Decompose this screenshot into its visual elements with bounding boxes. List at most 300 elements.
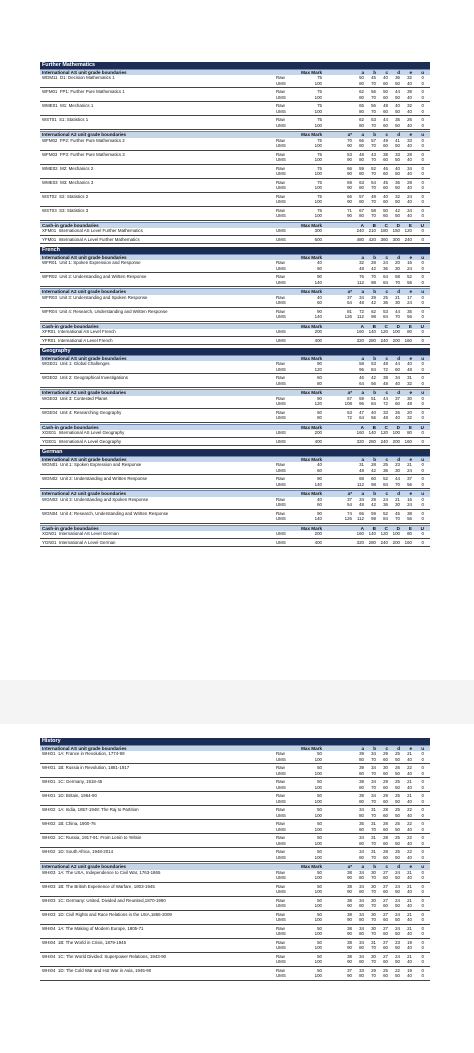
max-mark: 80	[317, 380, 322, 386]
grade-boundary-value: 48	[407, 366, 412, 372]
grade-boundary-value: 40	[395, 415, 400, 420]
grade-boundary-value: 48	[359, 300, 364, 305]
grade-boundary-value: 17	[407, 294, 412, 300]
grade-boundary-value: 25	[395, 821, 400, 826]
grade-boundary-value: 23	[395, 462, 400, 467]
grade-boundary-value: 48	[383, 380, 388, 386]
grade-boundary-value: 0	[421, 300, 424, 305]
grade-boundary-value: 69	[347, 179, 352, 185]
unit-block	[40, 898, 430, 911]
grade-boundary-value: 98	[371, 516, 376, 521]
section-title: International AS unit grade boundaries	[42, 355, 127, 361]
grade-boundary-value: 0	[421, 185, 424, 190]
grade-boundary-value: 80	[359, 875, 364, 880]
grade-boundary-value: 34	[359, 925, 364, 931]
grade-boundary-value: 70	[371, 756, 376, 762]
max-mark-header: Max Mark	[301, 132, 322, 137]
grade-header: B	[372, 424, 376, 430]
table-row	[40, 171, 430, 177]
grade-boundary-value: 60	[383, 185, 388, 190]
grade-boundary-value: 60	[383, 143, 388, 148]
section-title: International A2 unit grade boundaries	[42, 491, 127, 496]
grade-boundary-value: 0	[421, 415, 424, 420]
grade-header: c	[385, 69, 388, 75]
grade-boundary-value: 22	[395, 967, 400, 973]
grade-boundary-value: 0	[421, 117, 424, 122]
grade-header: B	[372, 323, 376, 329]
unit-code: WFM02	[42, 137, 58, 143]
max-mark-header: Max Mark	[301, 222, 322, 228]
unit-block	[40, 194, 430, 207]
grade-boundary-value: 80	[359, 80, 364, 86]
max-mark: 100	[314, 171, 322, 176]
grade-boundary-value: 70	[371, 80, 376, 86]
grade-boundary-value: 37	[347, 496, 352, 502]
max-mark: 100	[314, 826, 322, 832]
unit-code: WGE01	[42, 361, 58, 366]
table-row	[40, 931, 430, 937]
grade-boundary-value: 62	[359, 89, 364, 94]
grade-boundary-value: 60	[383, 171, 388, 176]
grade-boundary-value: 30	[371, 883, 376, 889]
grade-header: E	[408, 323, 412, 329]
grade-boundary-value: 21	[407, 462, 412, 467]
table-row	[40, 531, 430, 537]
grade-boundary-value: 140	[368, 329, 376, 334]
unit-name: International A Level French	[58, 337, 113, 343]
grade-boundary-value: 25	[383, 967, 388, 973]
unit-block	[40, 462, 430, 475]
grade-header: a	[361, 69, 364, 75]
grade-boundary-value: 52	[383, 476, 388, 481]
mark-type: UMS	[276, 812, 286, 818]
max-mark: 75	[317, 89, 322, 94]
grade-boundary-value: 126	[344, 516, 352, 521]
unit-block	[40, 926, 430, 939]
grade-boundary-value: 60	[383, 798, 388, 804]
max-mark: 140	[314, 314, 322, 319]
unit-code: XGN01	[42, 531, 57, 536]
grade-boundary-value: 64	[383, 274, 388, 279]
grade-boundary-value: 30	[407, 395, 412, 401]
max-mark: 600	[314, 236, 322, 242]
grade-header: d	[397, 390, 400, 395]
grade-header: a	[361, 289, 364, 294]
grade-header: B	[372, 222, 376, 228]
grade-boundary-value: 40	[407, 171, 412, 176]
grade-boundary-value: 70	[395, 516, 400, 521]
grade-boundary-value: 31	[371, 821, 376, 826]
mark-type: Raw	[276, 462, 285, 467]
grade-boundary-value: 70	[395, 279, 400, 285]
grade-boundary-value: 0	[421, 143, 424, 148]
grade-boundary-value: 42	[371, 502, 376, 507]
unit-code: WHI01	[42, 793, 56, 798]
mark-type: UMS	[276, 401, 286, 406]
grade-boundary-value: 80	[359, 931, 364, 936]
mark-type: UMS	[276, 337, 286, 343]
mark-type: Raw	[276, 925, 285, 931]
grade-boundary-value: 50	[395, 826, 400, 832]
mark-type: Raw	[276, 103, 285, 108]
grade-boundary-value: 280	[368, 337, 376, 343]
mark-type: Raw	[276, 807, 285, 812]
grade-boundary-value: 90	[347, 199, 352, 204]
unit-name: Unit 4: Research, Understanding and Written Response	[59, 308, 168, 314]
grade-boundary-value: 60	[383, 903, 388, 908]
max-mark: 60	[317, 300, 322, 305]
mark-type: UMS	[276, 185, 286, 190]
mark-type: Raw	[276, 179, 285, 185]
mark-type: Raw	[276, 967, 285, 973]
subject-title: German	[40, 449, 430, 456]
grade-boundary-value: 21	[407, 751, 412, 756]
grade-boundary-value: 60	[383, 80, 388, 86]
unit-name: 1D: Britain, 1964-90	[57, 793, 97, 798]
mark-type: UMS	[276, 467, 286, 473]
max-mark: 50	[317, 883, 322, 889]
grade-boundary-value: 25	[395, 779, 400, 784]
table-row	[40, 367, 430, 373]
max-mark: 50	[317, 911, 322, 917]
table-row	[40, 502, 430, 508]
unit-code: WHI04	[42, 925, 56, 931]
unit-code: WME03	[42, 179, 58, 185]
subject-block	[40, 247, 430, 345]
unit-block	[40, 228, 430, 236]
mark-type: UMS	[276, 213, 286, 218]
grade-boundary-value: 0	[421, 274, 424, 279]
max-mark: 50	[317, 821, 322, 826]
grade-boundary-value: 57	[359, 193, 364, 199]
grade-boundary-value: 27	[383, 939, 388, 945]
table-row	[40, 468, 430, 474]
unit-block	[40, 103, 430, 116]
max-mark: 100	[314, 122, 322, 128]
grade-boundary-value: 52	[407, 274, 412, 279]
unit-name: Unit 4: Research, Understanding and Written Response	[60, 510, 169, 516]
mark-type: UMS	[276, 380, 286, 386]
grade-boundary-value: 21	[407, 883, 412, 889]
unit-block	[40, 274, 430, 287]
grade-boundary-value: 38	[347, 925, 352, 931]
grade-boundary-value: 0	[421, 329, 424, 334]
grade-boundary-value: 80	[359, 185, 364, 190]
mark-type: UMS	[276, 438, 286, 444]
grade-header: d	[397, 864, 400, 869]
grade-boundary-value: 0	[421, 467, 424, 473]
grade-boundary-value: 40	[407, 80, 412, 86]
grade-header: u	[421, 491, 424, 496]
grade-boundary-value: 60	[383, 973, 388, 978]
grade-boundary-value: 120	[380, 531, 388, 536]
grade-boundary-value: 60	[383, 213, 388, 218]
grade-boundary-value: 240	[404, 236, 412, 242]
table-row	[40, 109, 430, 115]
grade-boundary-value: 31	[407, 375, 412, 380]
mark-type: UMS	[276, 903, 286, 908]
grade-boundary-value: 50	[395, 108, 400, 114]
max-mark: 75	[317, 179, 322, 185]
grade-boundary-value: 21	[407, 869, 412, 875]
grade-boundary-value: 62	[359, 117, 364, 122]
unit-label	[42, 430, 124, 436]
max-mark: 40	[317, 462, 322, 467]
unit-name: 1B: China, 1900-76	[57, 821, 96, 826]
grade-boundary-value: 0	[421, 953, 424, 959]
grade-boundary-value: 0	[421, 903, 424, 908]
grade-boundary-value: 80	[407, 430, 412, 435]
unit-code: WGN03	[42, 496, 58, 502]
grade-boundary-value: 240	[380, 539, 388, 545]
mark-type: Raw	[276, 765, 285, 770]
unit-block	[40, 751, 430, 764]
page-gap	[0, 680, 474, 724]
max-mark: 140	[314, 481, 322, 487]
grade-boundary-value: 24	[395, 925, 400, 931]
grade-boundary-value: 35	[407, 308, 412, 314]
grade-boundary-value: 112	[357, 314, 364, 319]
grade-header: E	[408, 424, 412, 430]
grade-boundary-value: 40	[407, 931, 412, 936]
grade-boundary-value: 48	[383, 103, 388, 108]
grade-boundary-value: 60	[383, 756, 388, 762]
grade-boundary-value: 0	[421, 165, 424, 171]
grade-header: b	[373, 864, 376, 869]
grade-boundary-value: 0	[421, 294, 424, 300]
table-row	[40, 516, 430, 522]
unit-name: Unit 3: Understanding and Spoken Response	[59, 294, 148, 300]
grade-boundary-value: 22	[407, 765, 412, 770]
max-mark: 50	[317, 897, 322, 903]
grade-boundary-value: 24	[407, 502, 412, 507]
grade-boundary-value: 0	[421, 807, 424, 812]
grade-boundary-value: 80	[359, 945, 364, 950]
grade-boundary-value: 50	[395, 770, 400, 776]
grade-header: c	[385, 132, 388, 137]
max-mark: 90	[317, 510, 322, 516]
grade-boundary-value: 72	[347, 415, 352, 420]
grade-boundary-value: 34	[359, 897, 364, 903]
max-mark: 140	[314, 279, 322, 285]
unit-block	[40, 75, 430, 88]
grade-boundary-value: 0	[421, 430, 424, 435]
grade-boundaries-page-1	[40, 62, 430, 550]
max-mark: 50	[317, 793, 322, 798]
unit-code: WHI03	[42, 883, 56, 889]
grade-boundary-value: 48	[407, 401, 412, 406]
unit-block	[40, 476, 430, 489]
grade-header: a	[361, 132, 364, 137]
grade-boundary-value: 38	[347, 897, 352, 903]
max-mark: 50	[317, 779, 322, 784]
unit-block	[40, 329, 430, 337]
grade-boundary-value: 29	[383, 751, 388, 756]
grade-boundary-value: 40	[395, 380, 400, 386]
mark-type: UMS	[276, 228, 286, 233]
mark-type: Raw	[276, 89, 285, 94]
grade-header: d	[397, 491, 400, 496]
grade-boundary-value: 60	[383, 931, 388, 936]
grade-boundary-value: 0	[421, 366, 424, 372]
grade-boundary-value: 70	[371, 812, 376, 818]
grade-header: a	[361, 456, 364, 462]
grade-boundary-value: 0	[421, 265, 424, 271]
grade-boundary-value: 46	[383, 165, 388, 171]
grade-boundary-value: 126	[344, 314, 352, 319]
grade-boundary-value: 28	[407, 179, 412, 185]
unit-name: 1C: Germany: United, Divided and Reunited,1870-1990	[57, 897, 166, 903]
section-title: International A2 unit grade boundaries	[42, 289, 127, 294]
grade-header: e	[409, 390, 412, 395]
grade-boundary-value: 46	[359, 375, 364, 380]
max-mark: 50	[317, 953, 322, 959]
unit-code: WFR03	[42, 294, 57, 300]
grade-boundary-value: 0	[421, 849, 424, 854]
grade-boundary-value: 81	[347, 308, 352, 314]
grade-boundary-value: 0	[421, 496, 424, 502]
grade-boundary-value: 80	[359, 157, 364, 162]
grade-boundary-value: 16	[407, 496, 412, 502]
grade-boundary-value: 20	[395, 260, 400, 265]
grade-boundary-value: 50	[395, 903, 400, 908]
unit-code: WHI02	[42, 849, 56, 854]
grade-header: E	[408, 222, 412, 228]
max-mark: 90	[317, 274, 322, 279]
unit-code: WHI04	[42, 967, 56, 973]
grade-boundary-value: 0	[421, 314, 424, 319]
table-row	[40, 185, 430, 191]
grade-boundary-value: 35	[395, 117, 400, 122]
grade-boundary-value: 31	[371, 939, 376, 945]
grade-boundary-value: 80	[359, 889, 364, 894]
grade-boundary-value: 60	[383, 108, 388, 114]
grade-boundary-value: 80	[359, 756, 364, 762]
grade-boundary-value: 44	[395, 361, 400, 366]
unit-code: WFR04	[42, 308, 57, 314]
grade-boundary-value: 56	[371, 415, 376, 420]
grade-header: u	[421, 355, 424, 361]
grade-boundary-value: 66	[359, 510, 364, 516]
unit-code: WHI04	[42, 953, 56, 959]
mark-type: UMS	[276, 314, 286, 319]
unit-code: WME01	[42, 103, 58, 108]
grade-boundary-value: 27	[383, 883, 388, 889]
grade-boundary-value: 72	[383, 401, 388, 406]
grade-header: b	[373, 132, 376, 137]
unit-name: M2: Mechanics 2	[60, 165, 94, 171]
grade-header: e	[409, 456, 412, 462]
table-row	[40, 213, 430, 219]
grade-boundary-value: 50	[395, 756, 400, 762]
grade-boundary-value: 23	[395, 939, 400, 945]
unit-name: Unit 3: Contested Planet	[59, 395, 108, 401]
grade-boundary-value: 40	[383, 75, 388, 80]
grade-boundary-value: 31	[371, 849, 376, 854]
mark-type: UMS	[276, 959, 286, 964]
grade-boundary-value: 0	[421, 260, 424, 265]
max-mark: 50	[317, 835, 322, 840]
max-mark: 50	[317, 849, 322, 854]
max-mark: 100	[314, 199, 322, 204]
section-title: International A2 unit grade boundaries	[42, 864, 127, 869]
table-row	[40, 889, 430, 895]
grade-boundary-value: 40	[395, 165, 400, 171]
max-mark: 90	[317, 361, 322, 366]
grade-boundary-value: 39	[359, 751, 364, 756]
grade-boundary-value: 30	[395, 502, 400, 507]
grade-header: u	[421, 289, 424, 294]
grade-header: b	[373, 456, 376, 462]
unit-block	[40, 295, 430, 308]
grade-boundary-value: 34	[371, 765, 376, 770]
grade-boundary-value: 24	[395, 869, 400, 875]
grade-boundary-value: 0	[421, 438, 424, 444]
mark-type: UMS	[276, 366, 286, 372]
grade-boundary-value: 80	[359, 199, 364, 204]
grade-boundary-value: 0	[421, 171, 424, 176]
grade-boundary-value: 60	[371, 476, 376, 481]
grade-boundary-value: 0	[421, 897, 424, 903]
grade-boundary-value: 38	[347, 939, 352, 945]
max-mark: 75	[317, 137, 322, 143]
grade-boundary-value: 0	[421, 279, 424, 285]
max-mark: 75	[317, 103, 322, 108]
grade-boundary-value: 50	[395, 959, 400, 964]
mark-type: UMS	[276, 279, 286, 285]
grade-boundary-value: 420	[368, 236, 376, 242]
grade-boundary-value: 42	[395, 207, 400, 213]
grade-boundary-value: 25	[395, 793, 400, 798]
grade-boundary-value: 36	[383, 467, 388, 473]
mark-type: UMS	[276, 143, 286, 148]
grade-boundary-value: 60	[383, 959, 388, 964]
max-mark-header: Max Mark	[301, 864, 322, 869]
grade-boundary-value: 90	[347, 917, 352, 922]
unit-name: Unit 1: Global Challenges	[59, 361, 110, 366]
grade-header: c	[385, 355, 388, 361]
grade-boundary-value: 160	[404, 337, 412, 343]
grade-boundary-value: 70	[395, 481, 400, 487]
grade-boundary-value: 70	[371, 903, 376, 908]
grade-boundary-value: 80	[359, 784, 364, 790]
grade-boundary-value: 0	[421, 337, 424, 343]
mark-type: UMS	[276, 889, 286, 894]
grade-boundary-value: 27	[383, 897, 388, 903]
mark-type: Raw	[276, 137, 285, 143]
grade-boundary-value: 50	[395, 917, 400, 922]
grade-boundary-value: 25	[383, 294, 388, 300]
grade-boundary-value: 84	[383, 314, 388, 319]
grade-boundary-value: 44	[383, 117, 388, 122]
grade-boundary-value: 65	[359, 103, 364, 108]
unit-code: WFR02	[42, 274, 57, 279]
unit-block	[40, 870, 430, 883]
max-mark-header: Max Mark	[301, 390, 322, 395]
unit-code: WHI03	[42, 897, 56, 903]
unit-block	[40, 89, 430, 102]
max-mark: 120	[314, 401, 322, 406]
grade-boundary-value: 40	[407, 945, 412, 950]
grade-boundary-value: 30	[371, 925, 376, 931]
grade-header: a	[361, 864, 364, 869]
grade-boundary-value: 80	[359, 917, 364, 922]
max-mark: 140	[314, 516, 322, 521]
max-mark-header: Max Mark	[301, 491, 322, 496]
grade-boundary-value: 22	[407, 821, 412, 826]
grade-boundary-value: 0	[421, 821, 424, 826]
grade-boundary-value: 60	[395, 401, 400, 406]
